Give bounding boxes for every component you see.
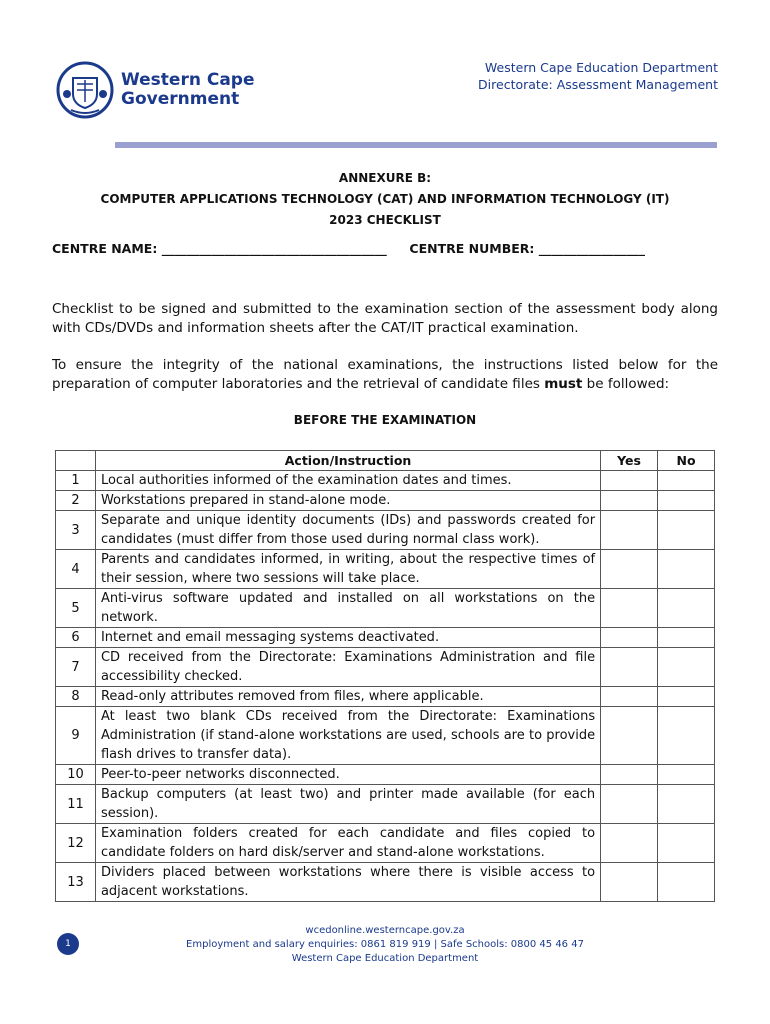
no-checkbox-cell[interactable]	[658, 589, 715, 628]
yes-checkbox-cell[interactable]	[601, 471, 658, 491]
no-checkbox-cell[interactable]	[658, 550, 715, 589]
department-block	[478, 59, 718, 93]
row-number: 5	[56, 589, 96, 628]
table-row	[56, 824, 715, 863]
row-instruction: Peer-to-peer networks disconnected.	[95, 765, 600, 785]
row-number: 13	[56, 863, 96, 902]
wcg-logo	[55, 60, 255, 120]
no-checkbox-cell[interactable]	[658, 511, 715, 550]
row-number: 1	[56, 471, 96, 491]
footer	[0, 924, 770, 966]
yes-checkbox-cell[interactable]	[601, 628, 658, 648]
header-action: Action/Instruction	[95, 451, 600, 471]
no-checkbox-cell[interactable]	[658, 707, 715, 765]
yes-checkbox-cell[interactable]	[601, 491, 658, 511]
row-number: 10	[56, 765, 96, 785]
no-checkbox-cell[interactable]	[658, 648, 715, 687]
yes-checkbox-cell[interactable]	[601, 648, 658, 687]
yes-checkbox-cell[interactable]	[601, 687, 658, 707]
department-name: Western Cape Education Department	[484, 60, 718, 75]
no-checkbox-cell[interactable]	[658, 687, 715, 707]
section-heading: BEFORE THE EXAMINATION	[293, 413, 477, 427]
page-number-badge: 1	[57, 933, 79, 955]
row-number: 9	[56, 707, 96, 765]
document-title	[0, 168, 770, 231]
yes-checkbox-cell[interactable]	[601, 589, 658, 628]
no-checkbox-cell[interactable]	[658, 471, 715, 491]
footer-department: Western Cape Education Department	[291, 953, 479, 964]
instructions-emphasis: must	[544, 376, 583, 392]
table-row	[56, 589, 715, 628]
centre-fields	[52, 241, 645, 256]
table-row	[56, 863, 715, 902]
no-checkbox-cell[interactable]	[658, 785, 715, 824]
row-number: 2	[56, 491, 96, 511]
row-number: 11	[56, 785, 96, 824]
centre-name-field[interactable]: ____________________________________	[161, 241, 387, 256]
header-number	[56, 451, 96, 471]
row-instruction: Backup computers (at least two) and printer made available (for each session).	[95, 785, 600, 824]
row-instruction: Local authorities informed of the examination dates and times.	[95, 471, 600, 491]
logo-line2: Government	[121, 89, 240, 109]
row-instruction: Read-only attributes removed from files, where applicable.	[95, 687, 600, 707]
no-checkbox-cell[interactable]	[658, 765, 715, 785]
centre-number-field[interactable]: _________________	[538, 241, 645, 256]
no-checkbox-cell[interactable]	[658, 863, 715, 902]
title-subject: COMPUTER APPLICATIONS TECHNOLOGY (CAT) AND INFORMATION TECHNOLOGY (IT)	[100, 192, 670, 206]
instructions-text: To ensure the integrity of the national examinations, the instructions listed below for the preparation of computer laboratories and the retrieval of candidate files	[52, 357, 718, 392]
no-checkbox-cell[interactable]	[658, 491, 715, 511]
row-number: 3	[56, 511, 96, 550]
yes-checkbox-cell[interactable]	[601, 765, 658, 785]
row-instruction: Workstations prepared in stand-alone mode.	[95, 491, 600, 511]
title-year: 2023 CHECKLIST	[329, 213, 441, 227]
row-instruction: Parents and candidates informed, in writing, about the respective times of their session, where two sessions will take place.	[95, 550, 600, 589]
title-annexure: ANNEXURE B:	[338, 171, 432, 185]
row-instruction: CD received from the Directorate: Examinations Administration and file accessibility checked.	[95, 648, 600, 687]
table-row	[56, 550, 715, 589]
table-row	[56, 765, 715, 785]
table-row	[56, 471, 715, 491]
checklist-body	[56, 471, 715, 902]
yes-checkbox-cell[interactable]	[601, 707, 658, 765]
row-instruction: Dividers placed between workstations where there is visible access to adjacent workstations.	[95, 863, 600, 902]
table-row	[56, 628, 715, 648]
centre-number-label: CENTRE NUMBER:	[409, 241, 535, 256]
table-header-row	[56, 451, 715, 471]
table-row	[56, 785, 715, 824]
row-instruction: Internet and email messaging systems deactivated.	[95, 628, 600, 648]
table-row	[56, 511, 715, 550]
coat-of-arms-icon	[55, 60, 115, 120]
header-yes: Yes	[601, 451, 658, 471]
header-rule	[115, 142, 717, 148]
intro-paragraph: Checklist to be signed and submitted to the examination section of the assessment body along with CDs/DVDs and information sheets after the CAT/IT practical examination.	[52, 301, 718, 336]
row-number: 4	[56, 550, 96, 589]
row-instruction: Examination folders created for each candidate and files copied to candidate folders on hard disk/server and stand-alone workstations.	[95, 824, 600, 863]
instructions-paragraph	[52, 356, 718, 394]
yes-checkbox-cell[interactable]	[601, 863, 658, 902]
yes-checkbox-cell[interactable]	[601, 824, 658, 863]
checklist-table	[55, 450, 715, 902]
row-number: 7	[56, 648, 96, 687]
footer-contacts: Employment and salary enquiries: 0861 819 919 | Safe Schools: 0800 45 46 47	[186, 939, 584, 950]
table-row	[56, 707, 715, 765]
yes-checkbox-cell[interactable]	[601, 550, 658, 589]
centre-name-label: CENTRE NAME:	[52, 241, 158, 256]
instructions-text-end: be followed:	[582, 376, 670, 392]
row-instruction: Anti-virus software updated and installed on all workstations on the network.	[95, 589, 600, 628]
yes-checkbox-cell[interactable]	[601, 511, 658, 550]
row-number: 12	[56, 824, 96, 863]
row-number: 8	[56, 687, 96, 707]
footer-website: wcedonline.westerncape.gov.za	[305, 925, 465, 936]
yes-checkbox-cell[interactable]	[601, 785, 658, 824]
header-no: No	[658, 451, 715, 471]
directorate-name: Directorate: Assessment Management	[478, 77, 718, 92]
no-checkbox-cell[interactable]	[658, 824, 715, 863]
table-row	[56, 491, 715, 511]
no-checkbox-cell[interactable]	[658, 628, 715, 648]
row-instruction: Separate and unique identity documents (IDs) and passwords created for candidates (must differ from those used during normal class work).	[95, 511, 600, 550]
row-instruction: At least two blank CDs received from the Directorate: Examinations Administration (if stand-alone workstations are used, schools are to provide flash drives to transfer data).	[95, 707, 600, 765]
logo-line1: Western Cape	[121, 70, 255, 90]
table-row	[56, 648, 715, 687]
row-number: 6	[56, 628, 96, 648]
table-row	[56, 687, 715, 707]
